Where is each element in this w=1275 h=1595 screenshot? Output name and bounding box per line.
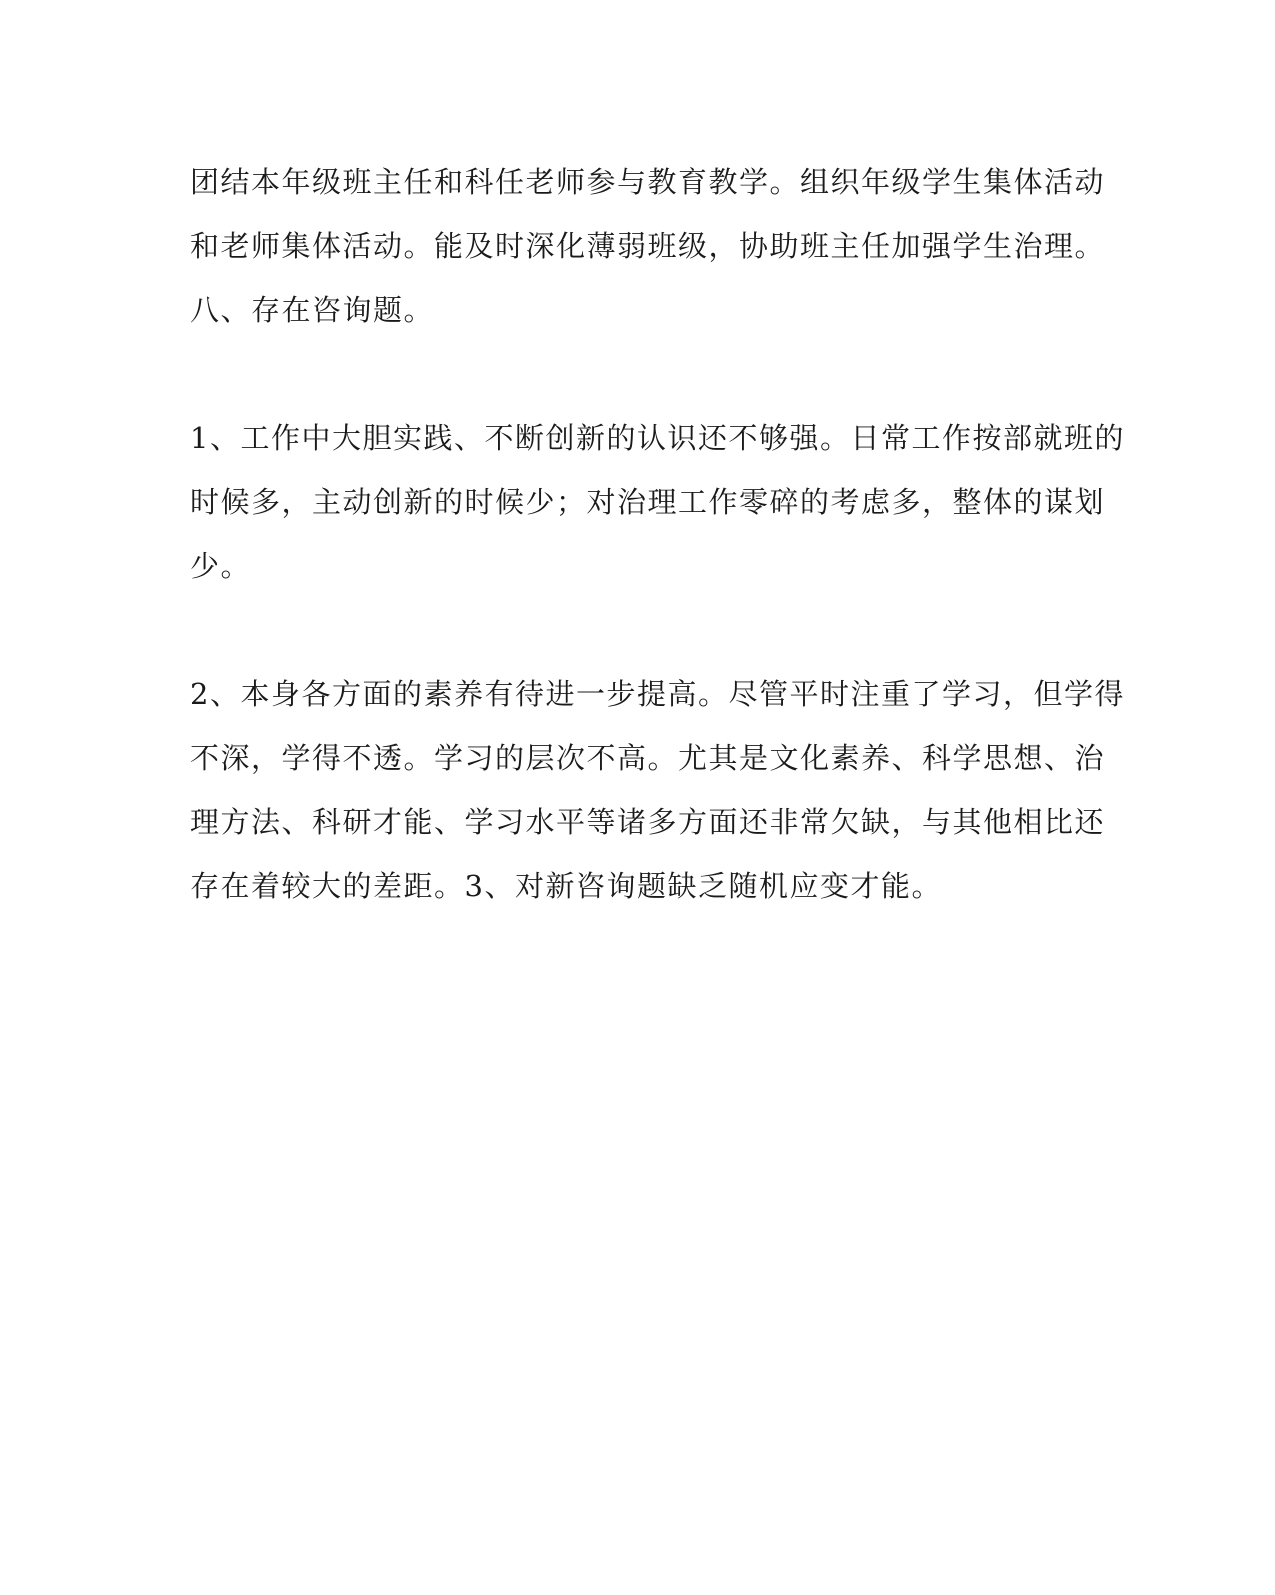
section-heading: 八、存在咨询题。 xyxy=(190,293,435,327)
text-line: 存在着较大的差距。3、对新咨询题缺乏随机应变才能。 xyxy=(190,869,942,903)
text-line: 不深，学得不透。学习的层次不高。尤其是文化素养、科学思想、治 xyxy=(190,741,1106,775)
text-line: 少。 xyxy=(190,549,252,583)
paragraph-item-2 xyxy=(190,662,1125,918)
text-line: 2、本身各方面的素养有待进一步提高。尽管平时注重了学习，但学得 xyxy=(190,677,1125,711)
text-line: 1、工作中大胆实践、不断创新的认识还不够强。日常工作按部就班的 xyxy=(190,421,1125,455)
text-line: 时候多，主动创新的时候少；对治理工作零碎的考虑多，整体的谋划 xyxy=(190,485,1106,519)
paragraph-intro xyxy=(190,150,1106,342)
text-line: 和老师集体活动。能及时深化薄弱班级，协助班主任加强学生治理。 xyxy=(190,229,1106,263)
text-line: 团结本年级班主任和科任老师参与教育教学。组织年级学生集体活动 xyxy=(190,165,1106,199)
paragraph-item-1 xyxy=(190,406,1125,598)
text-line: 理方法、科研才能、学习水平等诸多方面还非常欠缺，与其他相比还 xyxy=(190,805,1106,839)
